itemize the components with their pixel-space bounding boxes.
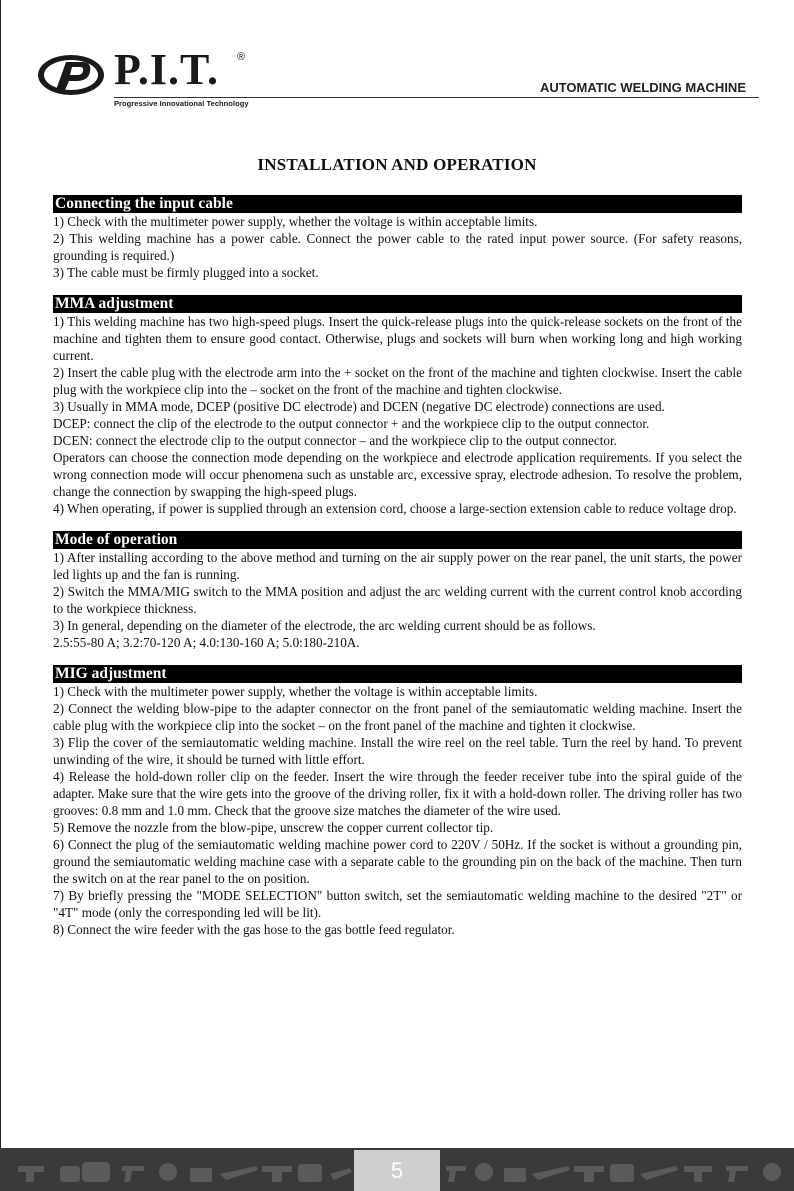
registered-mark: ® [237,51,246,63]
paragraph: DCEP: connect the clip of the electrode to the output connector + and the workpiece clip to the output connector. [53,416,650,431]
paragraph: 2) Switch the MMA/MIG switch to the MMA position and adjust the arc welding current with the current control knob according to the workpiece thickness. [53,584,742,616]
paragraph: 4) Release the hold-down roller clip on the feeder. Insert the wire through the feeder receiver tube into the spiral guide of the adapter. Make sure that the wire gets into the groove of the driving roller, fix it with a hold-down roller. The driving roller has two grooves: 0.8 mm and 1.0 mm. Check that the groove size matches the diameter of the wire used. [53,769,742,818]
paragraph: 7) By briefly pressing the "MODE SELECTION" button switch, set the semiautomatic welding machine to the desired "2T" or "4T" mode (only the corresponding led will be lit). [53,888,742,920]
paragraph: Operators can choose the connection mode depending on the workpiece and electrode application requirements. If you select the wrong connection mode will occur phenomena such as unstable arc, excessive spray, electrode adhesion. To resolve the problem, change the connection by swapping the high-speed plugs. [53,450,742,499]
paragraph: DCEN: connect the electrode clip to the output connector – and the workpiece clip to the output connector. [53,433,617,448]
paragraph: 6) Connect the plug of the semiautomatic welding machine power cord to 220V / 50Hz. If the socket is without a grounding pin, ground the semiautomatic welding machine case with a separate cable to the grounding pin on the back of the machine. Then turn the switch on at the rear panel to the on position. [53,837,742,886]
paragraph: 2.5:55-80 A; 3.2:70-120 A; 4.0:130-160 A; 5.0:180-210A. [53,635,360,650]
header-rule [114,97,759,98]
section-mode-of-operation [53,531,742,651]
paragraph: 1) Check with the multimeter power supply, whether the voltage is within acceptable limits. [53,684,538,699]
brand-tagline: Progressive Innovational Technology [114,99,249,108]
section-title: Mode of operation [53,531,742,549]
document-title: AUTOMATIC WELDING MACHINE [539,80,746,95]
paragraph: 1) This welding machine has two high-speed plugs. Insert the quick-release plugs into the quick-release sockets on the front of the machine and tighten them to ensure good contact. Otherwise, plugs and sockets will burn when working long and high working current. [53,314,742,363]
section-title: MMA adjustment [53,295,742,313]
section-title: MIG adjustment [53,665,742,683]
paragraph: 5) Remove the nozzle from the blow-pipe, unscrew the copper current collector tip. [53,820,494,835]
paragraph: 2) Insert the cable plug with the electrode arm into the + socket on the front of the machine and tighten clockwise. Insert the cable plug with the workpiece clip into the – socket on the front of the machine and tighten clockwise. [53,365,742,397]
section-mig-adjustment [53,665,742,938]
paragraph: 8) Connect the wire feeder with the gas hose to the gas bottle feed regulator. [53,922,455,937]
paragraph: 3) In general, depending on the diameter of the electrode, the arc welding current should be as follows. [53,618,596,633]
paragraph: 3) The cable must be firmly plugged into a socket. [53,265,319,280]
page-number: 5 [390,1158,404,1183]
paragraph: 3) Flip the cover of the semiautomatic welding machine. Install the wire reel on the reel table. Turn the reel by hand. To prevent unwinding of the wire, it should be turned with little effort. [53,735,742,767]
section-title: Connecting the input cable [53,195,742,213]
section-input-cable [53,195,742,281]
paragraph: 2) Connect the welding blow-pipe to the adapter connector on the front panel of the semiautomatic welding machine. Insert the cable plug with the workpiece clip into the socket – on the front panel of the machine and tighten it clockwise. [53,701,742,733]
paragraph: 3) Usually in MMA mode, DCEP (positive DC electrode) and DCEN (negative DC electrode) connections are used. [53,399,665,414]
paragraph: 4) When operating, if power is supplied through an extension cord, choose a large-section extension cable to reduce voltage drop. [53,501,737,516]
paragraph: 1) After installing according to the above method and turning on the air supply power on the rear panel, the unit starts, the power led lights up and the fan is running. [53,550,742,582]
paragraph: 2) This welding machine has a power cable. Connect the power cable to the rated input power source. (For safety reasons, grounding is required.) [53,231,742,263]
section-mma-adjustment [53,295,742,517]
brand-name: P.I.T. [114,45,220,94]
page-edge-line [0,0,1,1191]
page-title: INSTALLATION AND OPERATION [257,155,537,174]
content-body [53,195,742,952]
paragraph: 1) Check with the multimeter power supply, whether the voltage is within acceptable limits. [53,214,538,229]
